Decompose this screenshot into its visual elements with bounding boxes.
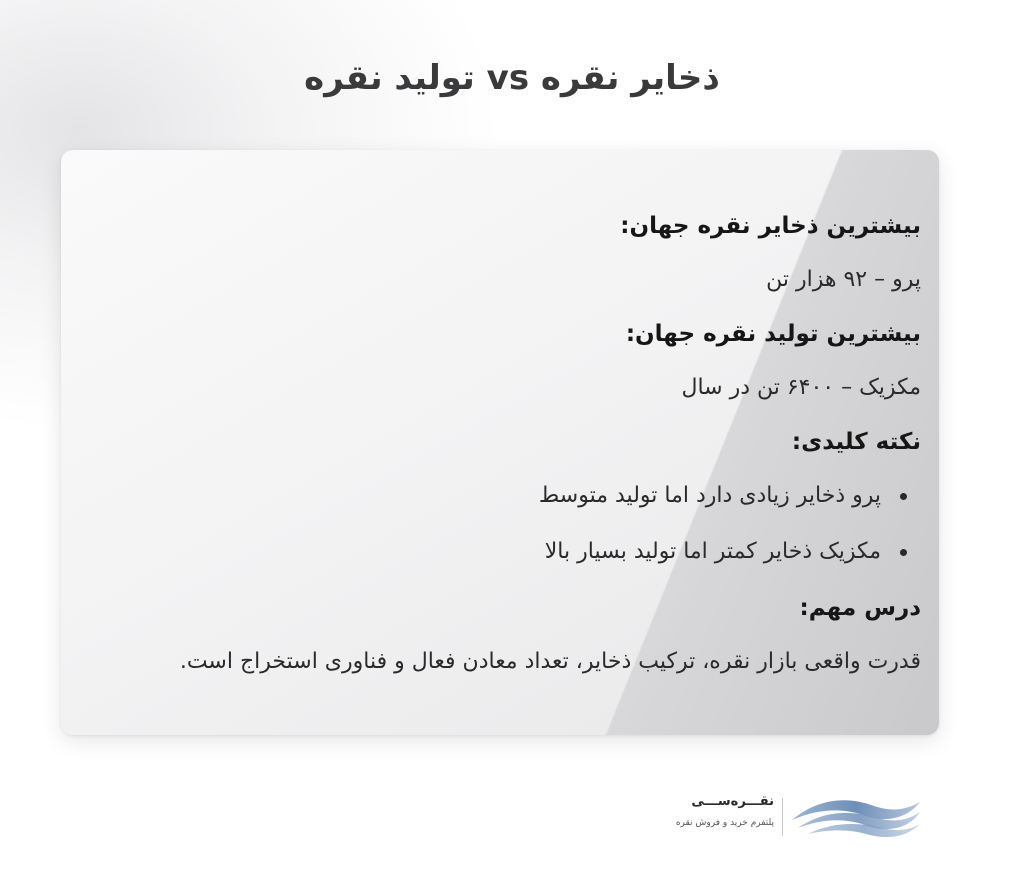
logo-divider	[782, 798, 783, 836]
bullet-icon	[900, 549, 907, 556]
reserves-value: پرو – ۹۲ هزار تن	[766, 267, 921, 292]
key-point-text: مکزیک ذخایر کمتر اما تولید بسیار بالا	[544, 539, 881, 564]
reserves-heading: بیشترین ذخایر نقره جهان:	[620, 213, 921, 239]
key-point-text: پرو ذخایر زیادی دارد اما تولید متوسط	[538, 483, 881, 508]
brand-tagline: پلتفرم خرید و فروش نقره	[675, 818, 774, 828]
bullet-icon	[900, 493, 907, 500]
list-item	[81, 532, 921, 588]
key-points-list	[81, 476, 921, 588]
lesson-heading: درس مهم:	[799, 595, 921, 621]
info-card	[61, 150, 939, 735]
production-value: مکزیک – ۶۴۰۰ تن در سال	[681, 375, 921, 400]
brand-footer	[664, 788, 924, 848]
brand-name: نقـــره‌ســـی	[691, 794, 774, 809]
lesson-text: قدرت واقعی بازار نقره، ترکیب ذخایر، تعداد معادن فعال و فناوری استخراج است.	[179, 649, 921, 674]
page-title: ذخایر نقره vs تولید نقره	[304, 58, 720, 98]
list-item	[81, 476, 921, 532]
wave-logo-icon	[788, 790, 924, 840]
card-content	[81, 206, 921, 696]
production-heading: بیشترین تولید نقره جهان:	[625, 321, 921, 347]
key-point-heading: نکته کلیدی:	[791, 429, 921, 455]
